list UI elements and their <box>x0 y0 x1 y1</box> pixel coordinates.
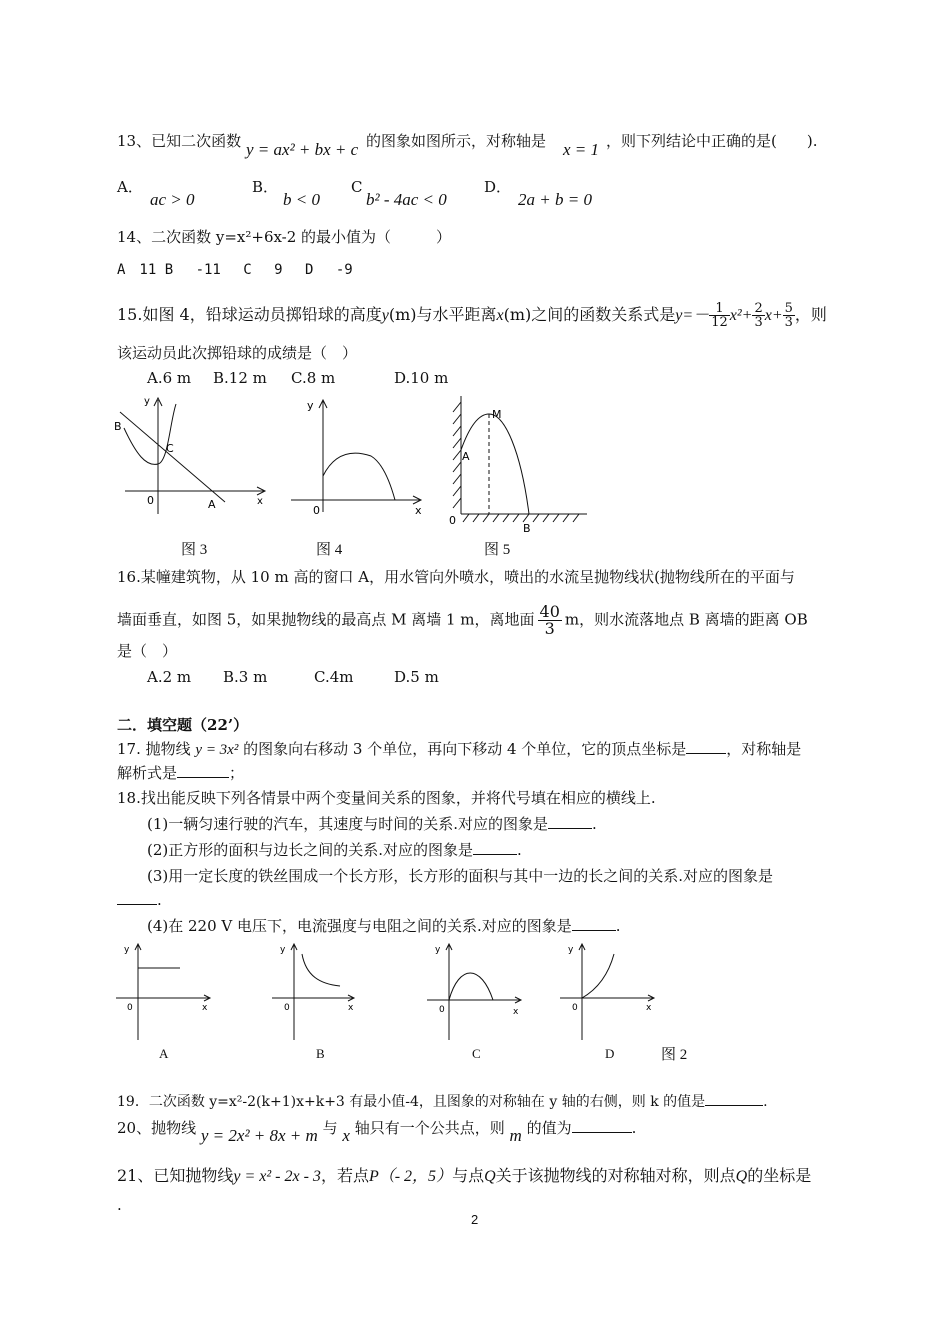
fig5-label-a: A <box>462 450 470 463</box>
q15-frac2 <box>752 302 764 329</box>
q17-text-a: 17. 抛物线 <box>117 740 191 758</box>
q14-options: A 11 B -11 C 9 D -9 <box>117 262 353 278</box>
graph-b-label-o: 0 <box>284 1003 290 1013</box>
q16-line2-b: m，则水流落地点 B 离墙的距离 OB <box>564 610 808 629</box>
q15-option-b: B.12 m <box>213 369 267 387</box>
q17-formula: y = 3x² <box>195 742 239 758</box>
q13-axis: x = 1 <box>563 140 600 159</box>
q17-text-c: ，对称轴是 <box>726 740 802 758</box>
q17-text-b: 的图象向右移动 3 个单位，再向下移动 4 个单位，它的顶点坐标是 <box>243 740 687 758</box>
q15-option-d: D.10 m <box>394 369 449 387</box>
q15-text-i: ，则 <box>794 305 827 324</box>
q13-option-b-value: b < 0 <box>283 190 320 209</box>
graph-a <box>110 938 215 1048</box>
q18-item-4-text: (4)在 220 V 电压下，电流强度与电阻之间的关系.对应的图象是 <box>147 917 572 935</box>
figure-4 <box>285 392 435 522</box>
q16-frac <box>538 604 562 637</box>
section-2-title: 二．填空题（22’） <box>117 716 249 734</box>
graph-a-caption: A <box>159 1046 169 1061</box>
q13-option-c-value: b² - 4ac < 0 <box>366 190 447 209</box>
q18-item-2-end: . <box>517 841 522 859</box>
fig5-ground-hatch <box>463 514 579 522</box>
q17-line1 <box>117 740 801 759</box>
q19-line <box>117 1092 768 1111</box>
fig4-label-x: x <box>415 504 422 517</box>
q20-formula: y = 2x² + 8x + m <box>200 1126 318 1145</box>
graphs-figure-caption: 图 2 <box>661 1047 688 1063</box>
fig5-caption: 图 5 <box>484 542 511 558</box>
q15-frac1 <box>709 302 730 329</box>
graph-a-label-y: y <box>124 945 130 955</box>
q16-option-a: A.2 m <box>147 668 192 686</box>
q18-item-3-answer <box>117 891 162 909</box>
q18-blank-4[interactable] <box>572 917 616 931</box>
q19-blank[interactable] <box>705 1092 763 1106</box>
q21-text-d: 关于该抛物线的对称轴对称，则点 <box>495 1166 736 1185</box>
q19-end: . <box>763 1094 768 1110</box>
q17-line2-end: ； <box>229 764 245 782</box>
q18-blank-2[interactable] <box>473 841 517 855</box>
q20-end: . <box>631 1119 637 1137</box>
q20-line <box>117 1118 637 1145</box>
q13-option-c-label: C <box>351 178 363 196</box>
q16-line3: 是（ ） <box>117 642 178 660</box>
graph-d-label-o: 0 <box>572 1003 578 1013</box>
graph-c-label-o: 0 <box>439 1005 445 1015</box>
graph-d-caption: D <box>605 1046 615 1061</box>
q20-var-m: m <box>509 1126 522 1145</box>
q18-item-4 <box>147 917 621 935</box>
q15-frac2-den: 3 <box>754 315 763 330</box>
q16-option-d: D.5 m <box>394 668 439 686</box>
q15-option-c: C.8 m <box>291 369 336 387</box>
figure-5 <box>445 392 595 537</box>
fig4-label-o: 0 <box>313 504 320 517</box>
q16-line1: 16.某幢建筑物，从 10 m 高的窗口 A，用水管向外喷水，喷出的水流呈抛物线状(抛物线所在的平面与 <box>117 568 795 586</box>
q19-text: 19．二次函数 y=x²-2(k+1)x+k+3 有最小值-4，且图象的对称轴在 y 轴的右侧，则 k 的值是 <box>117 1094 706 1110</box>
q14-stem: 14、二次函数 y=x²+6x-2 的最小值为（ ） <box>117 228 452 246</box>
q20-text-a: 20、抛物线 <box>117 1119 197 1137</box>
graph-c-caption: C <box>472 1046 481 1061</box>
q20-text-b: 与 <box>322 1119 338 1137</box>
q13-option-a-label: A． <box>117 178 143 196</box>
q20-text-d: 的值为 <box>526 1119 572 1137</box>
fig4-label-y: y <box>307 399 314 412</box>
fig5-wall-hatch <box>453 402 461 508</box>
q15-frac3-den: 3 <box>784 315 793 330</box>
fig3-label-c: C <box>166 442 174 455</box>
q21-point-q: Q <box>484 1168 496 1185</box>
graph-c <box>423 938 528 1048</box>
q17-line2-text: 解析式是 <box>117 764 178 782</box>
fig3-label-a: A <box>208 498 216 511</box>
fig5-label-b: B <box>523 522 531 535</box>
q15-formula-start: y=－ <box>675 307 710 324</box>
q18-item-2 <box>147 841 522 859</box>
q15-text-c: (m)与水平距离 <box>388 305 497 324</box>
q21-point-p: P（- 2，5） <box>368 1168 453 1185</box>
q18-item-3-end: . <box>157 891 162 909</box>
graph-b-label-y: y <box>280 945 286 955</box>
q17-blank-axis[interactable] <box>177 764 229 778</box>
graph-d-curve <box>582 954 614 998</box>
q13-option-d-label: D． <box>484 178 512 196</box>
graph-a-label-x: x <box>202 1003 208 1013</box>
q15-line2: 该运动员此次掷铅球的成绩是（ ） <box>117 344 358 362</box>
q16-frac-num: 40 <box>539 602 560 621</box>
q16-line2-a: 墙面垂直，如图 5，如果抛物线的最高点 M 离墙 1 m，离地面 <box>117 610 535 629</box>
q18-blank-3[interactable] <box>117 891 157 905</box>
graph-c-label-x: x <box>513 1007 519 1017</box>
graph-d <box>558 938 663 1048</box>
q13-suffix: ，则下列结论中正确的是( ). <box>606 132 818 150</box>
q13-option-b-label: B． <box>252 178 279 196</box>
q16-frac-den: 3 <box>544 619 555 638</box>
q13-prefix: 13、已知二次函数 <box>117 132 242 150</box>
graph-d-label-y: y <box>568 945 574 955</box>
graph-b <box>268 938 373 1048</box>
q15-var-x: x <box>496 307 504 324</box>
q21-line2: . <box>117 1196 122 1214</box>
graph-b-label-x: x <box>348 1003 354 1013</box>
fig3-caption: 图 3 <box>181 542 208 558</box>
fig3-label-b: B <box>114 420 122 433</box>
q18-stem: 18.找出能反映下列各情景中两个变量间关系的图象，并将代号填在相应的横线上. <box>117 789 656 807</box>
fig3-label-x: x <box>257 496 263 507</box>
q18-item-1-text: (1)一辆匀速行驶的汽车，其速度与时间的关系.对应的图象是 <box>147 815 549 833</box>
q15-frac3-num: 5 <box>784 301 793 316</box>
q21-line <box>117 1166 811 1186</box>
q15-line1 <box>117 302 827 329</box>
q18-item-2-text: (2)正方形的面积与边长之间的关系.对应的图象是 <box>147 841 474 859</box>
q21-formula: y = x² - 2x - 3 <box>233 1168 321 1185</box>
fig5-trajectory <box>461 414 529 514</box>
q20-text-c: 轴只有一个公共点，则 <box>354 1119 505 1137</box>
fig4-curve <box>323 453 395 500</box>
fig4-caption: 图 4 <box>316 542 343 558</box>
q18-blank-1[interactable] <box>548 815 592 829</box>
q13-line <box>117 132 241 150</box>
q15-formula-x: x+ <box>764 307 783 324</box>
q15-frac1-num: 1 <box>709 302 730 316</box>
fig3-label-o: 0 <box>147 494 154 507</box>
q20-blank[interactable] <box>572 1119 632 1133</box>
q21-point-q2: Q <box>735 1168 748 1185</box>
q20-var-x: x <box>342 1126 350 1145</box>
figure-3 <box>110 392 270 522</box>
q16-option-b: B.3 m <box>223 668 268 686</box>
q18-item-1 <box>147 815 597 833</box>
q17-line2 <box>117 764 244 782</box>
graph-d-label-x: x <box>646 1003 652 1013</box>
fig5-label-o: 0 <box>449 514 456 527</box>
q15-frac2-num: 2 <box>754 301 763 316</box>
q13-middle: 的图象如图所示，对称轴是 <box>366 132 547 150</box>
q18-item-1-end: . <box>592 815 597 833</box>
fig3-line <box>120 412 225 502</box>
q21-text-e: 的坐标是 <box>747 1166 812 1185</box>
q13-option-a-value: ac > 0 <box>150 190 195 209</box>
q16-option-c: C.4m <box>314 668 354 686</box>
fig3-parabola <box>124 404 176 464</box>
fig5-label-m: M <box>492 408 502 421</box>
page-number: 2 <box>471 1212 479 1227</box>
graph-b-caption: B <box>316 1046 325 1061</box>
q18-item-3: (3)用一定长度的铁丝围成一个长方形，长方形的面积与其中一边的长之间的关系.对应的图象是 <box>147 867 774 885</box>
q15-frac1-den: 12 <box>711 315 728 330</box>
graph-a-label-o: 0 <box>127 1003 133 1013</box>
graph-c-label-y: y <box>435 945 441 955</box>
q15-var-y: y <box>381 307 389 324</box>
q21-text-c: 与点 <box>452 1166 485 1185</box>
q16-line2 <box>117 604 808 637</box>
q13-option-d-value: 2a + b = 0 <box>518 190 592 209</box>
q17-blank-vertex[interactable] <box>686 740 726 754</box>
q15-text-a: 15.如图 4，铅球运动员掷铅球的高度 <box>117 305 382 324</box>
q21-text-a: 21、已知抛物线 <box>117 1166 234 1185</box>
q15-frac3 <box>783 302 795 329</box>
q13-formula: y = ax² + bx + c <box>246 140 359 159</box>
graph-c-curve <box>449 973 493 1000</box>
q15-option-a: A.6 m <box>147 369 192 387</box>
q18-item-4-end: . <box>615 917 621 935</box>
q15-text-e: (m)之间的函数关系式是 <box>503 305 676 324</box>
q15-formula-x2: x²+ <box>729 307 753 324</box>
graph-b-curve <box>302 954 340 986</box>
fig3-label-y: y <box>144 396 150 407</box>
q21-text-b: ，若点 <box>320 1166 369 1185</box>
